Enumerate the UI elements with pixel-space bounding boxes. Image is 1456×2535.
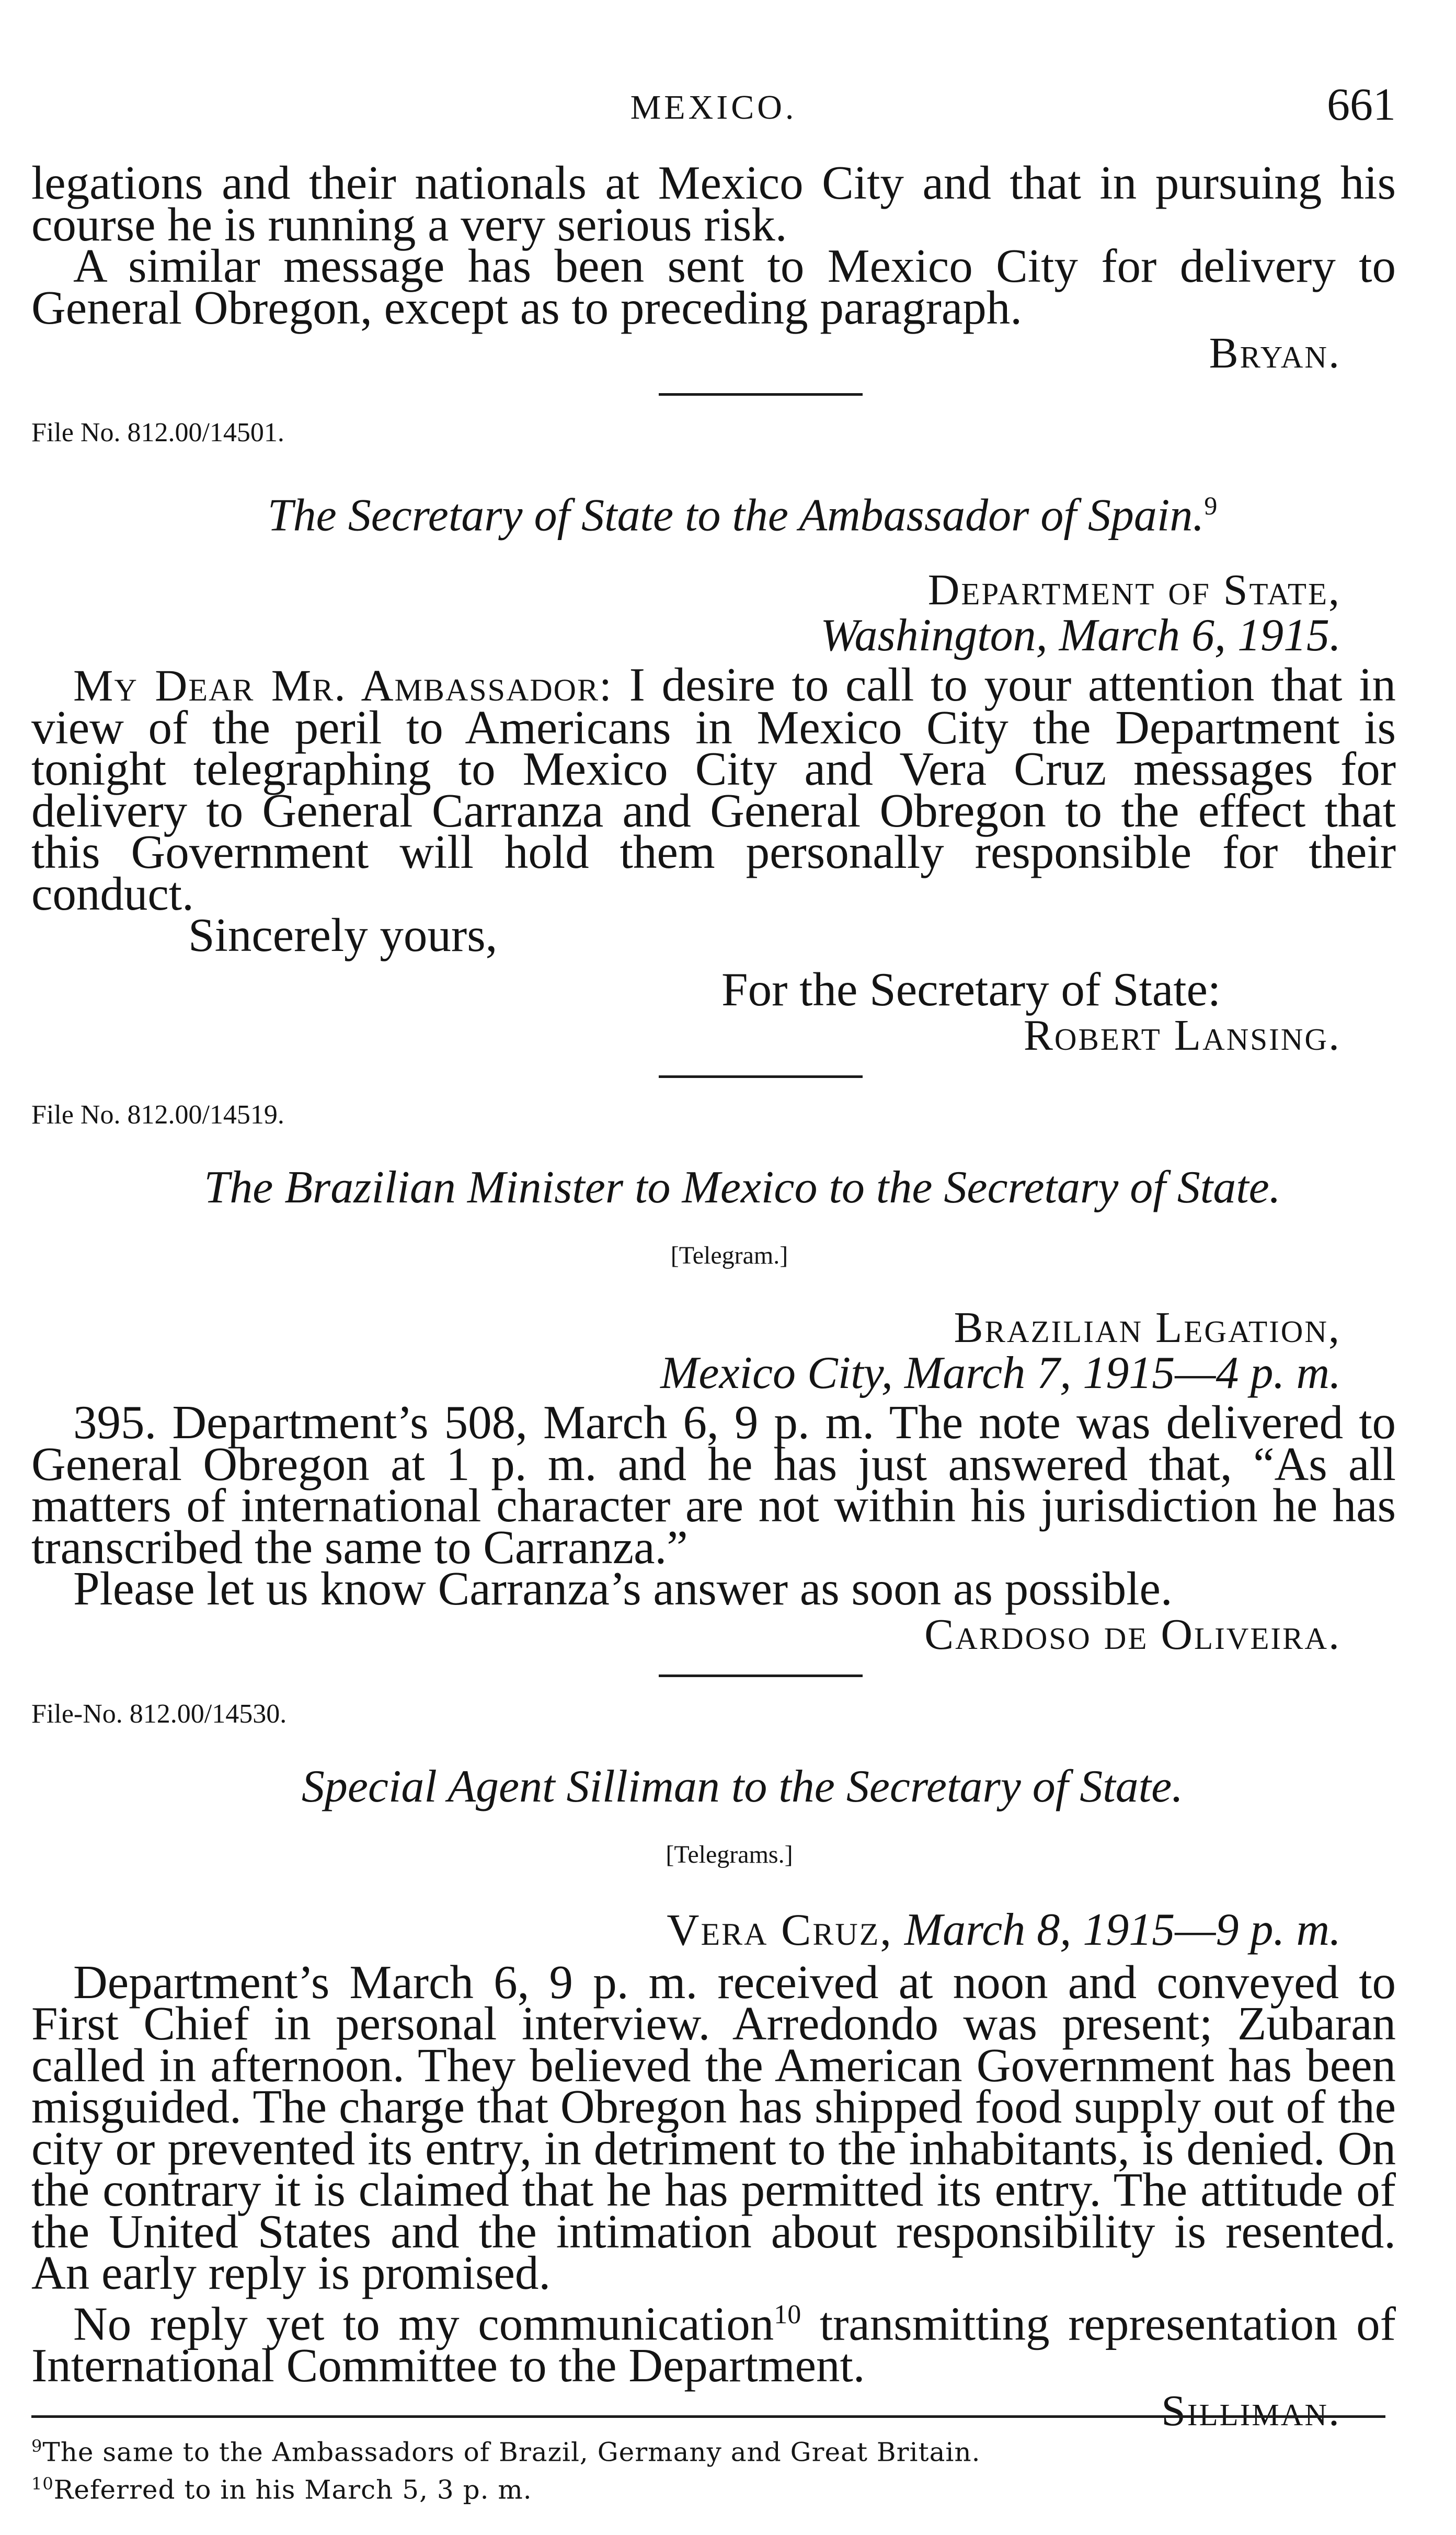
footnote-mark: 9 (31, 2436, 43, 2456)
section-divider (659, 1075, 863, 1078)
paragraph: 395. Department’s 508, March 6, 9 p. m. The note was delivered to General Obregon at 1 p. m. and he has just answered that, “As all matters of international character are not within his jurisdiction he has transcribed the same to Carranza.” (31, 1396, 1396, 1574)
file-number: File No. 812.00/14501. (31, 418, 284, 448)
section-divider (659, 1674, 863, 1677)
file-number: File No. 812.00/14519. (31, 1100, 284, 1130)
signature: Robert Lansing. (1023, 1011, 1341, 1060)
dateline: Mexico City, March 7, 1915—4 p. m. (660, 1348, 1341, 1399)
page-number: 661 (1327, 79, 1396, 130)
footnote-text: The same to the Ambassadors of Brazil, Germany and Great Britain. (42, 2437, 981, 2468)
document-title: The Brazilian Minister to Mexico to the Secretary of State. (204, 1162, 1281, 1213)
footnotes (31, 2415, 1385, 2505)
place-line: Vera Cruz, (667, 1904, 893, 1955)
paragraph-text: No reply yet to my communication (73, 2297, 774, 2350)
dateline-text: March 8, 1915—9 p. m. (892, 1904, 1341, 1955)
letter-text: I desire to call to your attention that in view of the peril to Americans in Mexico City the Department is tonight telegraphing to Mexico City and Vera Cruz messages for delivery to General Carranza and General Obregon to the effect that this Government will hold them personally responsible for their conduct. (31, 658, 1396, 920)
page-header (31, 78, 1396, 136)
footnote (31, 2430, 1385, 2468)
file-number: File-No. 812.00/14530. (31, 1699, 287, 1729)
continued-paragraph: legations and their nationals at Mexico City and that in pursuing his course he is running a very serious risk. (31, 156, 1396, 251)
paragraph (31, 2294, 1396, 2392)
footnote-ref: 9 (1204, 491, 1218, 520)
letter-body (31, 658, 1396, 920)
dateline (31, 1906, 1341, 1954)
running-head: MEXICO. (630, 88, 797, 127)
document-title (60, 480, 1425, 541)
place-line: Department of State, (927, 566, 1341, 615)
place-line: Brazilian Legation, (954, 1303, 1341, 1352)
section-divider (659, 393, 863, 396)
dateline: Washington, March 6, 1915. (820, 610, 1341, 661)
footnote-ref: 10 (774, 2299, 801, 2330)
signature: Silliman. (1161, 2387, 1341, 2436)
document-type: [Telegrams.] (666, 1840, 793, 1868)
document-title-text: The Secretary of State to the Ambassador of Spain. (267, 490, 1205, 541)
for-line: For the Secretary of State: (721, 963, 1221, 1016)
salutation: My Dear Mr. Ambassador: (73, 660, 613, 711)
page-body (31, 156, 1396, 2436)
paragraph-text: transmitting representation of International Committee to the Department. (31, 2297, 1396, 2392)
paragraph: Department’s March 6, 9 p. m. received at noon and conveyed to First Chief in personal interview. Arredondo was present; Zubaran called in afternoon. They believed the American Government has been misguided. The charge that Obregon has shipped food supply out of the city or prevented its entry, in detriment to the inhabitants, is denied. On the contrary it is claimed that he has permitted its entry. The attitude of the United States and the intimation about responsibility is resented. An early reply is promised. (31, 1955, 1396, 2300)
document-title: Special Agent Silliman to the Secretary of State. (301, 1761, 1184, 1812)
signature: Cardoso de Oliveira. (924, 1610, 1341, 1659)
footnote (31, 2468, 1385, 2506)
paragraph: Please let us know Carranza’s answer as soon as possible. (73, 1562, 1173, 1615)
signature: Bryan. (1209, 329, 1341, 377)
footnote-mark: 10 (31, 2473, 54, 2494)
paragraph: A similar message has been sent to Mexico City for delivery to General Obregon, except as to preceding paragraph. (31, 239, 1396, 334)
document-type: [Telegram.] (670, 1242, 788, 1270)
closing: Sincerely yours, (188, 909, 498, 962)
footnote-text: Referred to in his March 5, 3 p. m. (53, 2474, 532, 2505)
